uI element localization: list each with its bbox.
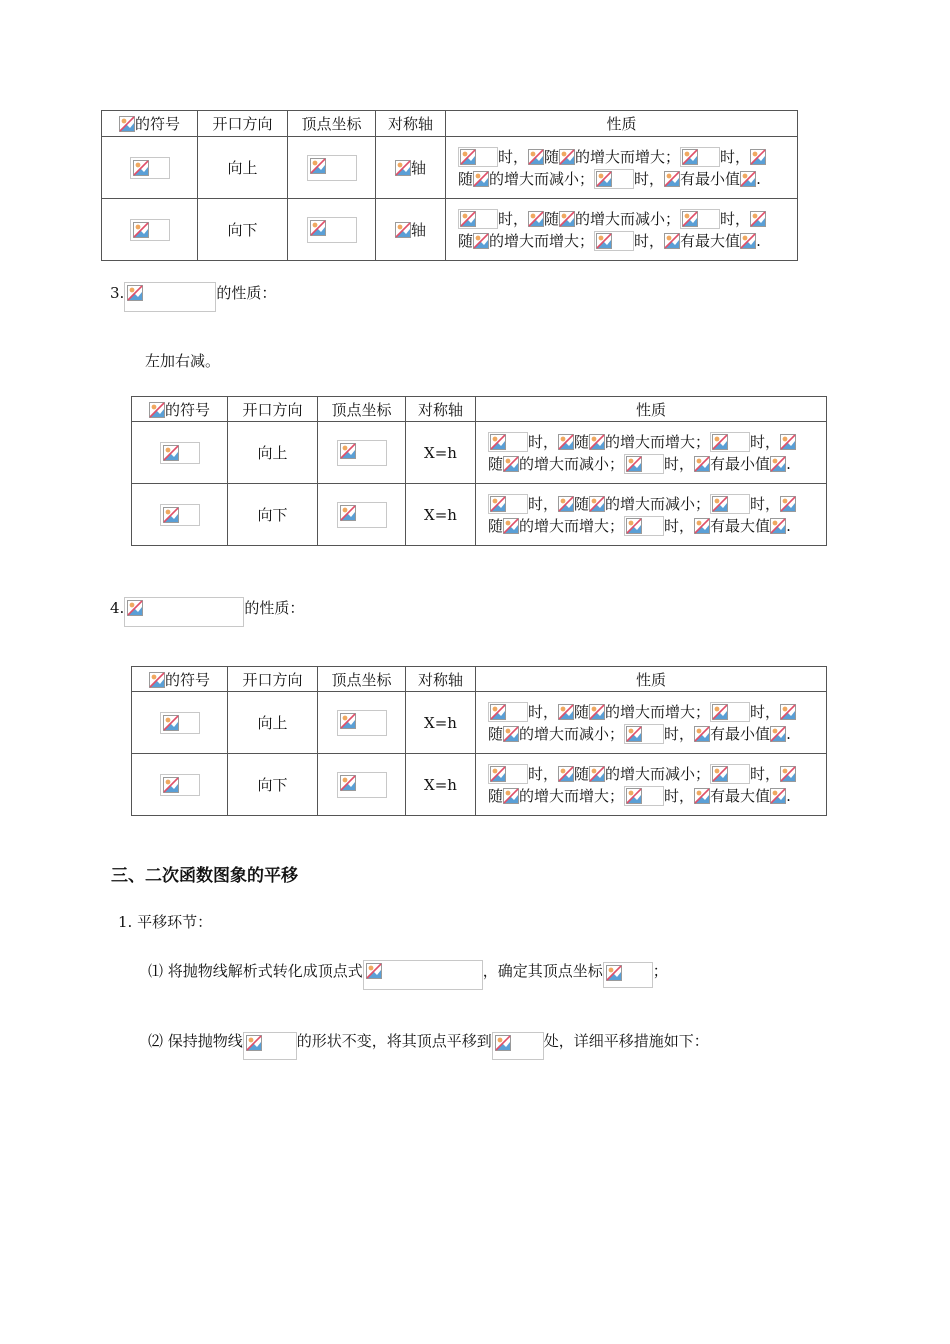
opening-cell: 向上 [228,422,318,484]
formula-image-icon [473,171,489,187]
formula-image-icon [340,505,356,521]
header-opening: 开口方向 [228,397,318,422]
formula-image-icon [246,1035,262,1051]
formula-placeholder [160,712,200,734]
formula-image-icon [712,496,728,512]
formula-placeholder [624,786,664,806]
formula-image-icon [163,507,179,523]
opening-cell: 向下 [228,484,318,546]
formula-image-icon [395,160,411,176]
formula-image-icon [149,672,165,688]
property-cell: 时， 随 的增大而减小； 时， 随 的增大而增大； 时， 有最大值 . [476,754,827,816]
formula-image-icon [559,211,575,227]
formula-image-icon [626,788,642,804]
formula-image-icon [503,518,519,534]
formula-image-icon [133,222,149,238]
formula-image-icon [740,233,756,249]
formula-image-icon [127,285,143,301]
formula-image-icon [473,233,489,249]
vertex-cell [318,484,406,546]
property-cell: 时， 随 的增大而减小； 时， 随 的增大而增大； 时， 有最大值 . [446,199,798,261]
formula-image-icon [712,766,728,782]
header-axis: 对称轴 [406,667,476,692]
symbol-cell [132,692,228,754]
opening-cell: 向下 [228,754,318,816]
vertex-cell [288,199,376,261]
formula-placeholder [624,516,664,536]
section-3-title: 3. 的性质： [110,282,276,312]
formula-image-icon [558,704,574,720]
formula-image-icon [528,211,544,227]
formula-image-icon [495,1035,511,1051]
formula-image-icon [340,713,356,729]
opening-cell: 向上 [228,692,318,754]
formula-image-icon [589,766,605,782]
formula-image-icon [490,704,506,720]
formula-placeholder [458,147,498,167]
section-4-title: 4. 的性质： [110,597,304,627]
formula-image-icon [460,149,476,165]
formula-image-icon [770,726,786,742]
property-cell: 时， 随 的增大而增大； 时， 随 的增大而减小； 时， 有最小值 . [476,422,827,484]
header-vertex: 顶点坐标 [288,111,376,137]
formula-image-icon [589,496,605,512]
formula-image-icon [596,171,612,187]
formula-image-icon [310,158,326,174]
formula-image-icon [626,726,642,742]
formula-image-icon [780,704,796,720]
header-symbol: 的符号 [132,667,228,692]
formula-image-icon [366,963,382,979]
formula-image-icon [163,777,179,793]
formula-image-icon [558,766,574,782]
formula-image-icon [606,965,622,981]
formula-image-icon [780,434,796,450]
formula-placeholder [337,772,387,798]
formula-placeholder [337,440,387,466]
formula-placeholder [307,155,357,181]
formula-placeholder [307,217,357,243]
axis-cell: 轴 [376,199,446,261]
formula-placeholder [624,454,664,474]
vertex-cell [318,692,406,754]
formula-placeholder [624,724,664,744]
step-1-sub-2: ⑵ 保持抛物线 的形状不变，将其顶点平移到 处，详细平移措施如下： [148,1030,709,1060]
formula-placeholder [680,147,720,167]
section-heading: 三、二次函数图象的平移 [111,866,298,886]
axis-cell: X=h [406,422,476,484]
formula-image-icon [149,402,165,418]
step-1-sub-1: ⑴ 将抛物线解析式转化成顶点式 ，确定其顶点坐标 ； [148,960,668,990]
formula-image-icon [780,496,796,512]
formula-image-icon [163,445,179,461]
formula-placeholder [710,764,750,784]
header-vertex: 顶点坐标 [318,667,406,692]
formula-placeholder [488,494,528,514]
formula-image-icon [558,496,574,512]
properties-table-2 [131,396,827,546]
formula-image-icon [694,456,710,472]
formula-image-icon [712,704,728,720]
formula-placeholder [710,702,750,722]
header-vertex: 顶点坐标 [318,397,406,422]
formula-placeholder [337,502,387,528]
formula-image-icon [503,788,519,804]
formula-image-icon [664,233,680,249]
formula-placeholder [680,209,720,229]
axis-cell: X=h [406,484,476,546]
vertex-cell [318,422,406,484]
property-cell: 时， 随 的增大而增大； 时， 随 的增大而减小； 时， 有最小值 . [446,137,798,199]
header-axis: 对称轴 [406,397,476,422]
symbol-cell [132,422,228,484]
formula-image-icon [528,149,544,165]
formula-image-icon [310,220,326,236]
symbol-cell [102,199,198,261]
formula-image-icon [770,788,786,804]
formula-image-icon [694,788,710,804]
header-axis: 对称轴 [376,111,446,137]
formula-image-icon [589,434,605,450]
formula-placeholder [710,494,750,514]
header-opening: 开口方向 [198,111,288,137]
vertex-cell [288,137,376,199]
formula-placeholder [488,764,528,784]
formula-image-icon [119,116,135,132]
header-property: 性质 [476,667,827,692]
formula-placeholder [130,157,170,179]
vertex-cell [318,754,406,816]
formula-image-icon [503,726,519,742]
formula-image-icon [127,600,143,616]
axis-cell: X=h [406,692,476,754]
formula-image-icon [490,766,506,782]
formula-image-icon [589,704,605,720]
formula-placeholder [488,702,528,722]
formula-placeholder [124,282,216,312]
formula-image-icon [163,715,179,731]
formula-image-icon [750,149,766,165]
formula-image-icon [559,149,575,165]
formula-placeholder [458,209,498,229]
symbol-cell [102,137,198,199]
formula-image-icon [682,211,698,227]
formula-image-icon [694,726,710,742]
formula-image-icon [133,160,149,176]
formula-image-icon [340,443,356,459]
opening-cell: 向上 [198,137,288,199]
formula-placeholder [594,169,634,189]
formula-placeholder [603,962,653,988]
formula-image-icon [490,434,506,450]
formula-placeholder [337,710,387,736]
formula-image-icon [682,149,698,165]
formula-placeholder [363,960,483,990]
formula-placeholder [160,442,200,464]
formula-placeholder [488,432,528,452]
formula-image-icon [770,518,786,534]
header-property: 性质 [446,111,798,137]
formula-image-icon [712,434,728,450]
formula-placeholder [124,597,244,627]
header-symbol: 的符号 [102,111,198,137]
formula-image-icon [490,496,506,512]
property-cell: 时， 随 的增大而增大； 时， 随 的增大而减小； 时， 有最小值 . [476,692,827,754]
formula-image-icon [596,233,612,249]
header-property: 性质 [476,397,827,422]
properties-table-1 [101,110,798,261]
formula-placeholder [710,432,750,452]
formula-placeholder [594,231,634,251]
axis-cell: X=h [406,754,476,816]
formula-image-icon [395,222,411,238]
formula-image-icon [460,211,476,227]
step-1: 1. 平移环节： [118,913,213,931]
formula-image-icon [503,456,519,472]
properties-table-3 [131,666,827,816]
formula-placeholder [243,1032,297,1060]
section-3-note: 左加右减。 [145,352,221,370]
header-opening: 开口方向 [228,667,318,692]
formula-placeholder [130,219,170,241]
formula-image-icon [780,766,796,782]
formula-placeholder [492,1032,544,1060]
formula-image-icon [750,211,766,227]
formula-placeholder [160,774,200,796]
formula-image-icon [694,518,710,534]
symbol-cell [132,754,228,816]
formula-image-icon [626,456,642,472]
header-symbol: 的符号 [132,397,228,422]
formula-image-icon [770,456,786,472]
opening-cell: 向下 [198,199,288,261]
formula-image-icon [558,434,574,450]
symbol-cell [132,484,228,546]
formula-image-icon [664,171,680,187]
formula-image-icon [626,518,642,534]
axis-cell: 轴 [376,137,446,199]
formula-image-icon [740,171,756,187]
formula-image-icon [340,775,356,791]
property-cell: 时， 随 的增大而减小； 时， 随 的增大而增大； 时， 有最大值 . [476,484,827,546]
formula-placeholder [160,504,200,526]
